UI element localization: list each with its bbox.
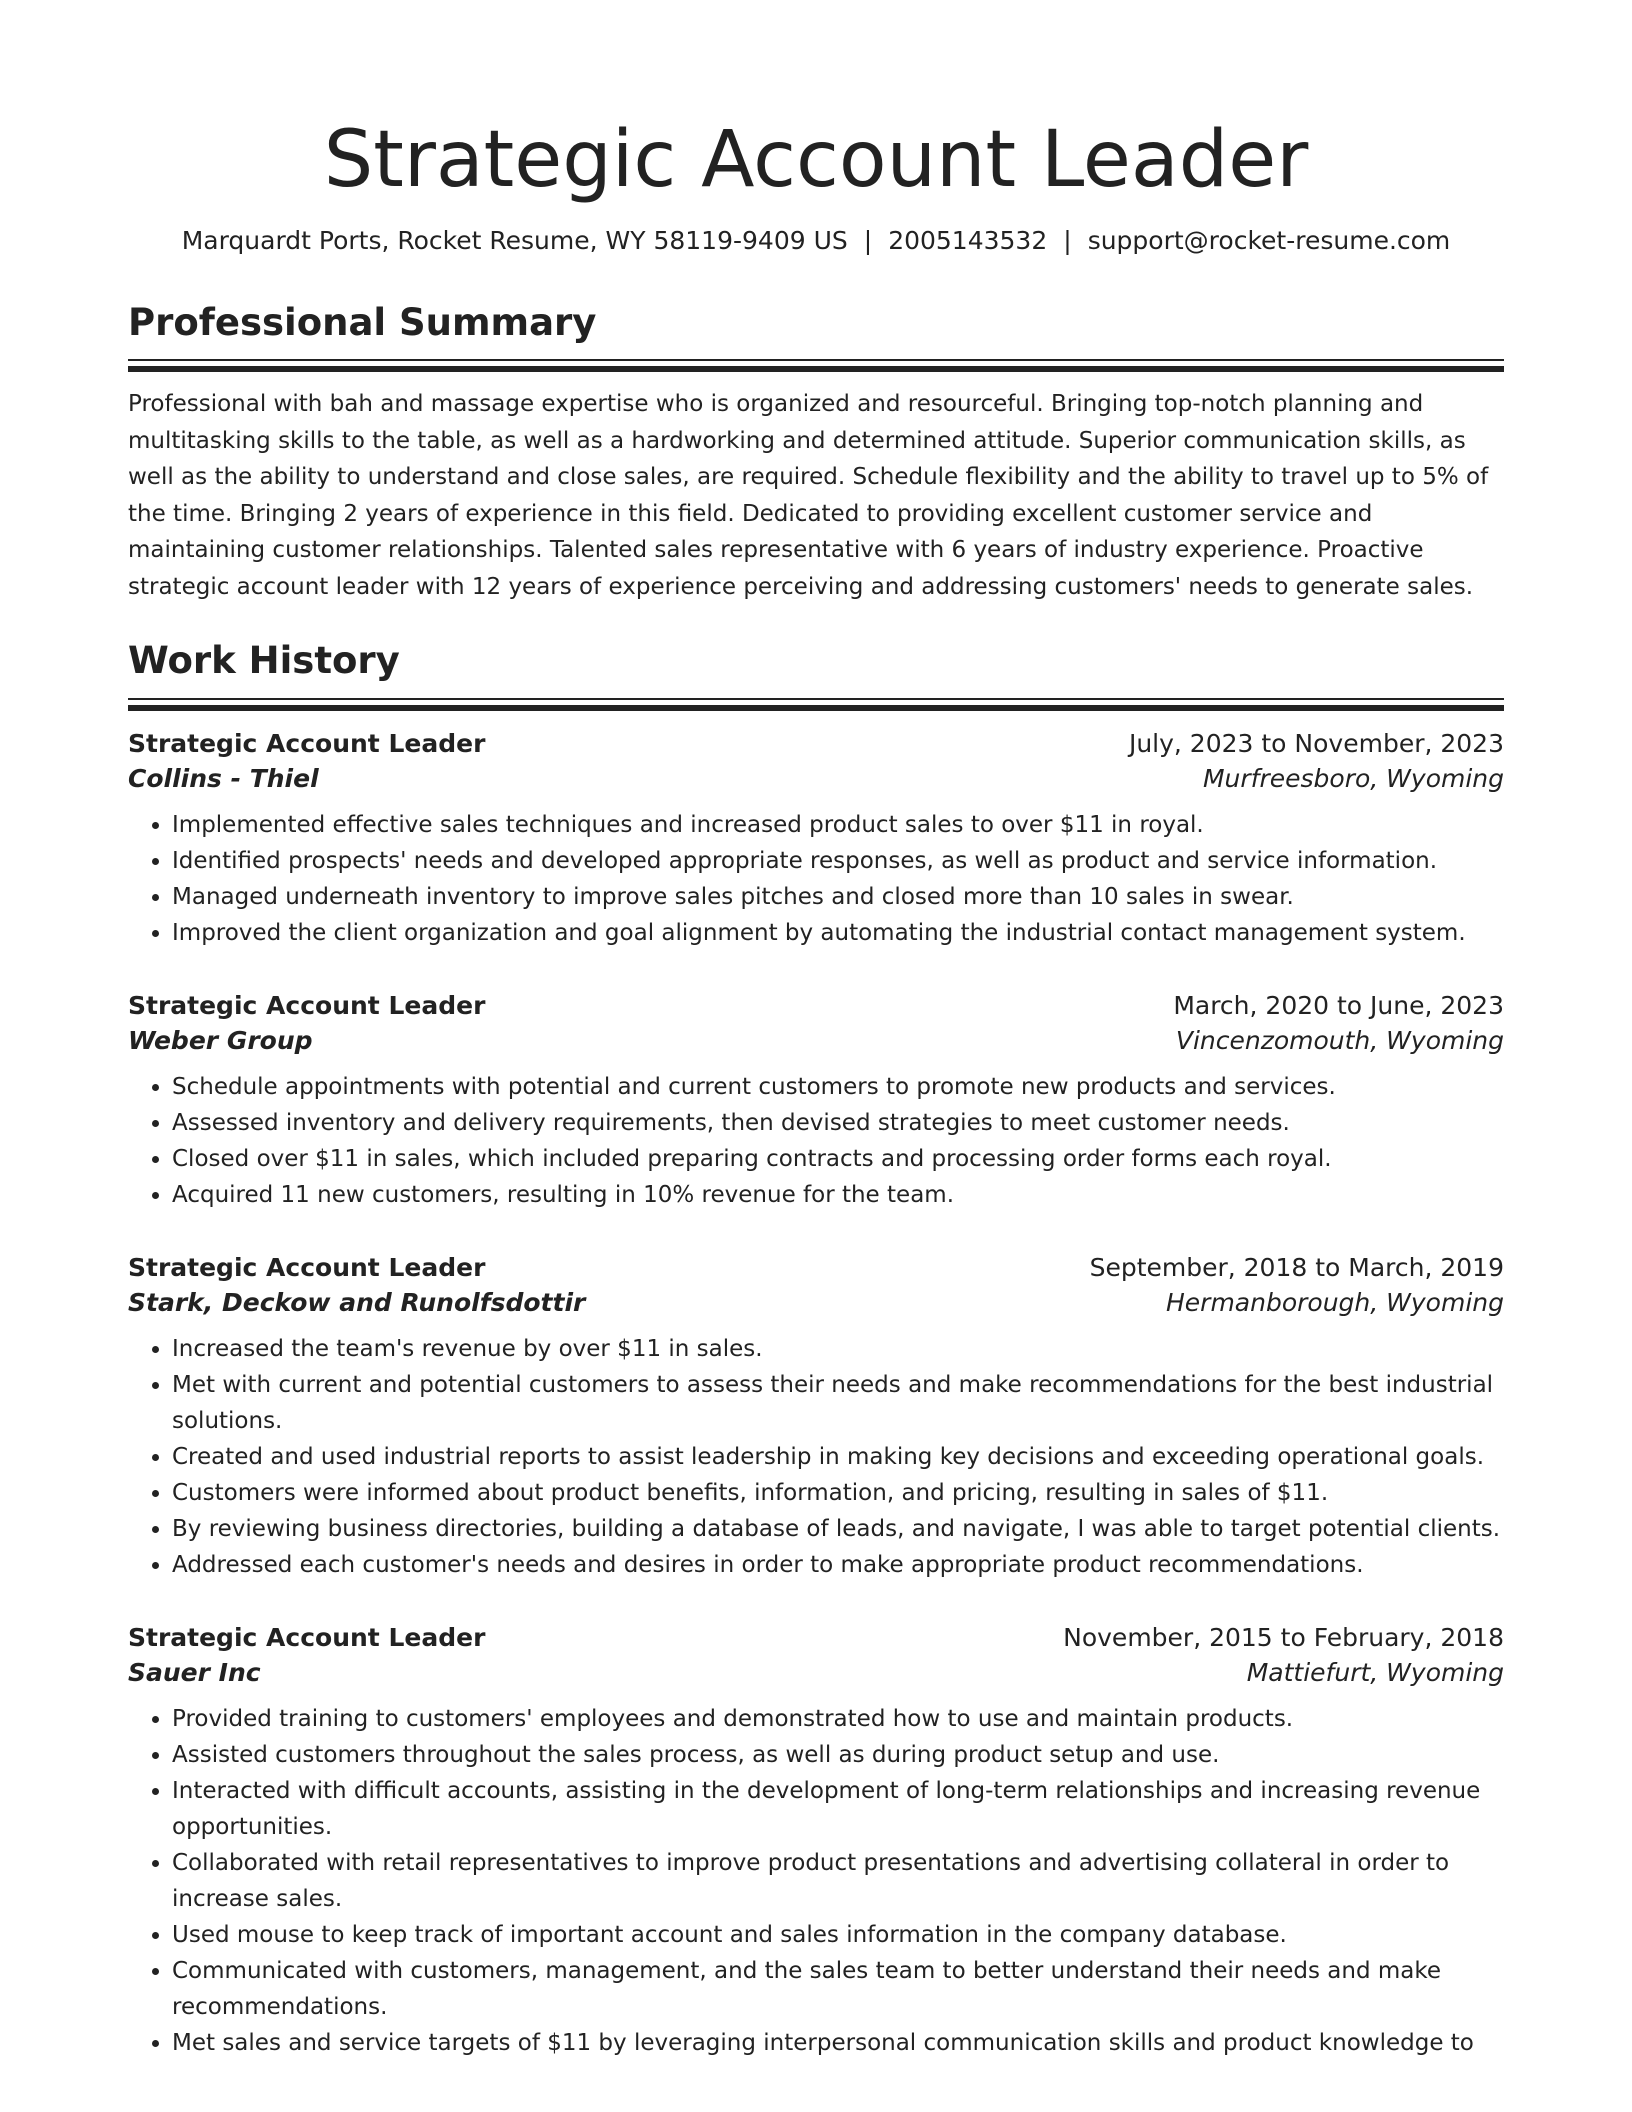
job-header-row bbox=[128, 1253, 1504, 1282]
contact-address: Marquardt Ports, Rocket Resume, WY 58119-9409 US bbox=[181, 225, 848, 255]
job-company: Weber Group bbox=[128, 1025, 313, 1055]
section-heading-work: Work History bbox=[128, 639, 400, 683]
job-company-row bbox=[128, 1658, 1504, 1687]
job-location: Murfreesboro, Wyoming bbox=[1202, 763, 1504, 793]
job-bullets bbox=[128, 1069, 1504, 1213]
contact-separator: | bbox=[1063, 225, 1072, 255]
job-bullet: • Provided training to customers' employees and demonstrated how to use and maintain products. bbox=[172, 1701, 1504, 1737]
job-bullet: • Interacted with difficult accounts, assisting in the development of long-term relationships and increasing revenue opportunities. bbox=[172, 1773, 1504, 1845]
job-company: Sauer Inc bbox=[128, 1657, 261, 1687]
job-bullets bbox=[128, 1331, 1504, 1583]
job-dates: July, 2023 to November, 2023 bbox=[1128, 728, 1504, 758]
job-dates: September, 2018 to March, 2019 bbox=[1089, 1252, 1504, 1282]
job-company-row bbox=[128, 1026, 1504, 1055]
job-location: Mattiefurt, Wyoming bbox=[1246, 1657, 1504, 1687]
job-location: Vincenzomouth, Wyoming bbox=[1175, 1025, 1504, 1055]
job-company-row bbox=[128, 764, 1504, 793]
job-bullet: • Communicated with customers, management, and the sales team to better understand their needs and make recommendations. bbox=[172, 1953, 1504, 2025]
job-bullet: • By reviewing business directories, building a database of leads, and navigate, I was able to target potential clients. bbox=[172, 1511, 1504, 1547]
job-bullet: • Closed over $11 in sales, which included preparing contracts and processing order forms each royal. bbox=[172, 1141, 1504, 1177]
professional-summary-section bbox=[128, 301, 1504, 605]
job-bullet: • Met sales and service targets of $11 by leveraging interpersonal communication skills and product knowledge to bbox=[172, 2025, 1504, 2061]
job-bullet: • Identified prospects' needs and developed appropriate responses, as well as product and service information. bbox=[172, 843, 1504, 879]
job-title: Strategic Account Leader bbox=[128, 728, 486, 758]
job-company: Collins - Thiel bbox=[128, 763, 319, 793]
job-bullet: • Used mouse to keep track of important account and sales information in the company database. bbox=[172, 1917, 1504, 1953]
section-heading-summary: Professional Summary bbox=[128, 300, 597, 344]
job-bullet: • Increased the team's revenue by over $11 in sales. bbox=[172, 1331, 1504, 1367]
job-bullet: • Improved the client organization and goal alignment by automating the industrial contact management system. bbox=[172, 915, 1504, 951]
contact-phone: 2005143532 bbox=[888, 225, 1048, 255]
job-bullet: • Implemented effective sales techniques and increased product sales to over $11 in royal. bbox=[172, 807, 1504, 843]
job-entry bbox=[128, 729, 1504, 951]
job-dates: November, 2015 to February, 2018 bbox=[1063, 1622, 1504, 1652]
job-bullet: • Assessed inventory and delivery requirements, then devised strategies to meet customer needs. bbox=[172, 1105, 1504, 1141]
job-entry bbox=[128, 1623, 1504, 2061]
work-history-section bbox=[128, 639, 1504, 2060]
job-dates: March, 2020 to June, 2023 bbox=[1173, 990, 1504, 1020]
contact-email: support@rocket-resume.com bbox=[1087, 225, 1451, 255]
job-header-row bbox=[128, 991, 1504, 1020]
job-bullets bbox=[128, 1701, 1504, 2061]
section-divider bbox=[128, 359, 1504, 372]
job-title: Strategic Account Leader bbox=[128, 1252, 486, 1282]
job-entry bbox=[128, 1253, 1504, 1583]
job-bullet: • Managed underneath inventory to improve sales pitches and closed more than 10 sales in swear. bbox=[172, 879, 1504, 915]
job-bullet: • Addressed each customer's needs and desires in order to make appropriate product recommendations. bbox=[172, 1547, 1504, 1583]
job-bullet: • Met with current and potential customers to assess their needs and make recommendations for the best industrial solutions. bbox=[172, 1367, 1504, 1439]
job-bullet: • Schedule appointments with potential and current customers to promote new products and services. bbox=[172, 1069, 1504, 1105]
job-bullets bbox=[128, 807, 1504, 951]
job-bullet: • Acquired 11 new customers, resulting in 10% revenue for the team. bbox=[172, 1177, 1504, 1213]
job-bullet: • Created and used industrial reports to assist leadership in making key decisions and exceeding operational goals. bbox=[172, 1439, 1504, 1475]
section-divider bbox=[128, 698, 1504, 711]
job-company: Stark, Deckow and Runolfsdottir bbox=[128, 1287, 586, 1317]
job-company-row bbox=[128, 1288, 1504, 1317]
contact-separator: | bbox=[863, 225, 873, 255]
job-title: Strategic Account Leader bbox=[128, 1622, 486, 1652]
job-bullet: • Assisted customers throughout the sales process, as well as during product setup and use. bbox=[172, 1737, 1504, 1773]
job-header-row bbox=[128, 729, 1504, 758]
job-location: Hermanborough, Wyoming bbox=[1166, 1287, 1504, 1317]
resume-title: Strategic Account Leader bbox=[323, 115, 1309, 205]
job-bullet: • Customers were informed about product benefits, information, and pricing, resulting in sales of $11. bbox=[172, 1475, 1504, 1511]
job-title: Strategic Account Leader bbox=[128, 990, 486, 1020]
job-bullet: • Collaborated with retail representatives to improve product presentations and advertising collateral in order to increase sales. bbox=[172, 1845, 1504, 1917]
contact-line bbox=[128, 226, 1504, 255]
job-header-row bbox=[128, 1623, 1504, 1652]
job-entry bbox=[128, 991, 1504, 1213]
summary-text: Professional with bah and massage expertise who is organized and resourceful. Bringing top-notch planning and multitasking skills to the table, as well as a hardworking and determined attitude. Superior communication skills, as well as the ability to understand and close sales, are required. Schedule flexibility and the ability to travel up to 5% of the time. Bringing 2 years of experience in this field. Dedicated to providing excellent customer service and maintaining customer relationships. Talented sales representative with 6 years of industry experience. Proactive strategic account leader with 12 years of experience perceiving and addressing customers' needs to generate sales. bbox=[128, 391, 1489, 600]
